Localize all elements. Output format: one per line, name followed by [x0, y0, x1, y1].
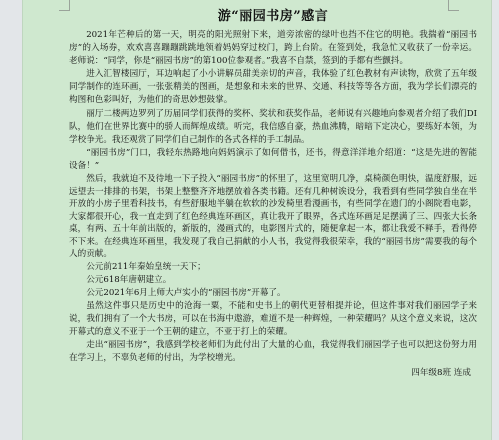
paragraph: 进入汇智楼园厅，耳边响起了小小讲解员甜美亲切的声音，我体验了红色教材有声读物，欣赏了五年级同学制作的连环画，一张张精美的图画，是想象和未来的世界、交通、科技等等各方面，我为学长们漂亮的构图和色彩叫好，为他们的奇思妙想鼓掌。 [69, 69, 477, 106]
paragraph: 公元618年唐朝建立。 [86, 274, 172, 285]
signature: 四年级8班 连成 [411, 368, 471, 379]
paragraph: 丽厅二楼两边罗列了历届同学们获得的奖杯、奖状和获奖作品，老师说有兴趣地向参观者介绍了我们DI队，他们在世界比赛中的骄人而辉煌成绩。听完，我信感自豪，热血沸腾，暗暗下定决心，要练好本领，为学校争光。我还观赏了同学们自己制作的各式各样的手工制品。 [69, 108, 477, 145]
paragraph: “丽园书房”门口，我轻东热路地向妈妈演示了如何借书，还书，得意洋洋地介绍道：“这是先进的智能设备！” [69, 147, 477, 171]
paragraph: 公元2021年6月上师大卢实小的“丽园书房”开幕了。 [86, 287, 286, 298]
document-title: 游“丽园书房”感言 [217, 9, 329, 24]
paragraph-list [69, 29, 477, 365]
paragraph: 然后，我就迫不及待地一下子投入“丽园书房”的怀里了，这里宽明几净，桌椅颜色明快，温度舒服，远远望去一排排的书架，书架上整整齐齐地摆放着各类书籍。还有几种树诶设分，我看到有些同学独自坐在半开放的小房子里看科技书，有些舒服地半躺在软软的沙发椅里看漫画书，有些同学在遗门的小阁院看电影，大家都很开心，我一直走到了红色经典连环画区，真让我开了眼界，各式连环画足足摆满了三、四张大长条桌，有两、五十年前出版的，新版的，漫画式的，电影图片式的，随便拿起一本，都让我爱不释手，看得停不下来。在经典连环画里，我发现了我自己捐献的小人书，我觉得我很荣幸，我的“丽园书房”需要我的每个人的贡献。 [69, 174, 477, 260]
paragraph: 公元前211年秦始皇统一天下； [86, 261, 206, 272]
paragraph: 走出“丽园书房”，我感到学校老师们为此付出了大量的心血，我觉得我们丽园学子也可以把这份努力用在学习上，不辜负老师的付出，为学校增光。 [69, 340, 477, 364]
document-page [22, 0, 492, 440]
paragraph: 虽然这件事只是历史中的沧海一粟，不能和史书上的朝代更替相提并论，但这件事对我们丽园学子来说，我们拥有了一个大书房，可以在书海中遨游，难道不是一种辉煌，一种荣耀吗？从这个意义来说，这次开幕式的意义不亚于一个王朝的建立，不亚于打上的荣耀。 [69, 300, 477, 337]
paragraph: 2021年芒种后的第一天，明亮的阳光照射下来，道旁浓密的绿叶也挡不住它的明艳。我揣着“丽园书房”的入场券，欢欢喜喜蹦蹦跳跳地领着妈妈穿过校门，跨上台阶。在签到处，我急忙又收获了一份幸运。老师说：“同学，你是“丽园书房”的第100位参观者。”我喜不自禁，签到的手都有些颤抖。 [69, 30, 477, 67]
document-body[interactable] [69, 8, 477, 380]
